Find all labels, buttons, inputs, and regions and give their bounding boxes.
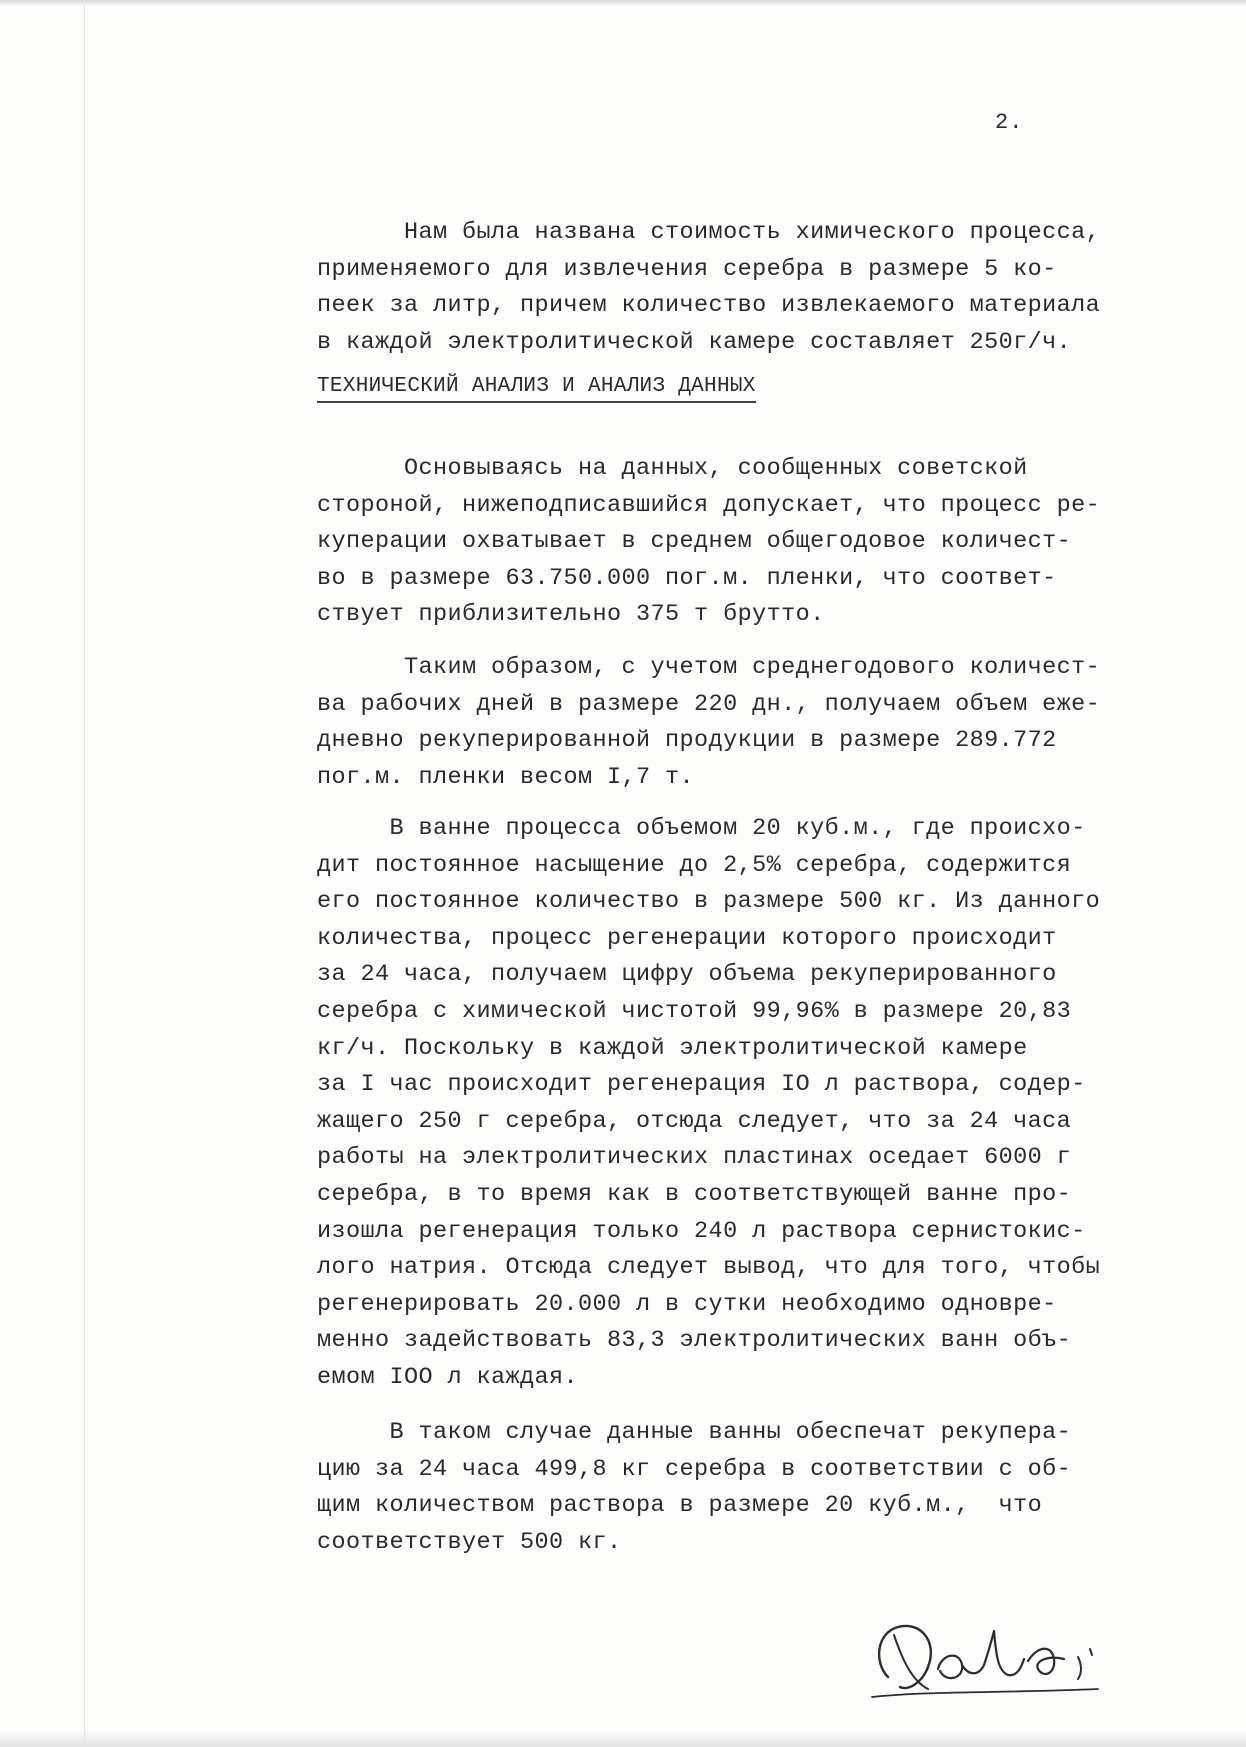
page-number: 2. [995,110,1024,135]
paragraph-bath-process: В ванне процесса объемом 20 куб.м., где происхо- дит постоянное насыщение до 2,5% серебра, содержится его постоянное количество в размере 500 кг. Из данного количества, процесс регенерации которого происходит за 24 часа, получаем цифру объема рекуперированного серебра с химической чистотой 99,96% в размере 20,83 кг/ч. Поскольку в каждой электролитической камере за I час происходит регенерация IO л раствора, содер- жащего 250 г серебра, отсюда следует, что за 24 часа работы на электролитических пластинах оседает 6000 г серебра, в то время как в соответствующей ванне про- изошла регенерация только 240 л раствора сернистокис- лого натрия. Отсюда следует вывод, что для того, чтобы регенерировать 20.000 л в сутки необходимо одновре- менно задействовать 83,3 электролитических ванн объ- емом IOO л каждая. [317,815,1101,1391]
scan-bottom-edge [0,1730,1246,1747]
paragraph-conclusion: В таком случае данные ванны обеспечат рекупера- цию за 24 часа 499,8 кг серебра в соответствии с об- щим количеством раствора в размере 20 куб.м., что соответствует 500 кг. [317,1419,1072,1556]
paragraph-annual-volume: Основываясь на данных, сообщенных советской стороной, нижеподписавшийся допускает, что процесс ре- куперации охватывает в среднем общегодовое количест- во в размере 63.750.000 пог.м. пленки, что соответ- ствует приблизительно 375 т брутто. [317,455,1101,629]
scan-top-edge [0,0,1246,6]
section-heading: ТЕХНИЧЕСКИЙ АНАЛИЗ И АНАЛИЗ ДАННЫХ [317,375,756,403]
paragraph-cost-info: Нам была названа стоимость химического процесса, применяемого для извлечения серебра в размере 5 ко- пеек за литр, причем количество извлекаемого материала в каждой электролитической камере составляет 250г/ч. [317,219,1101,356]
paragraph-daily-volume: Таким образом, с учетом среднегодового количест- ва рабочих дней в размере 220 дн., получаем объем еже- дневно рекуперированной продукции в размере 289.772 пог.м. пленки весом I,7 т. [317,654,1101,791]
scan-left-edge [84,0,85,1747]
handwritten-signature [868,1605,1128,1705]
